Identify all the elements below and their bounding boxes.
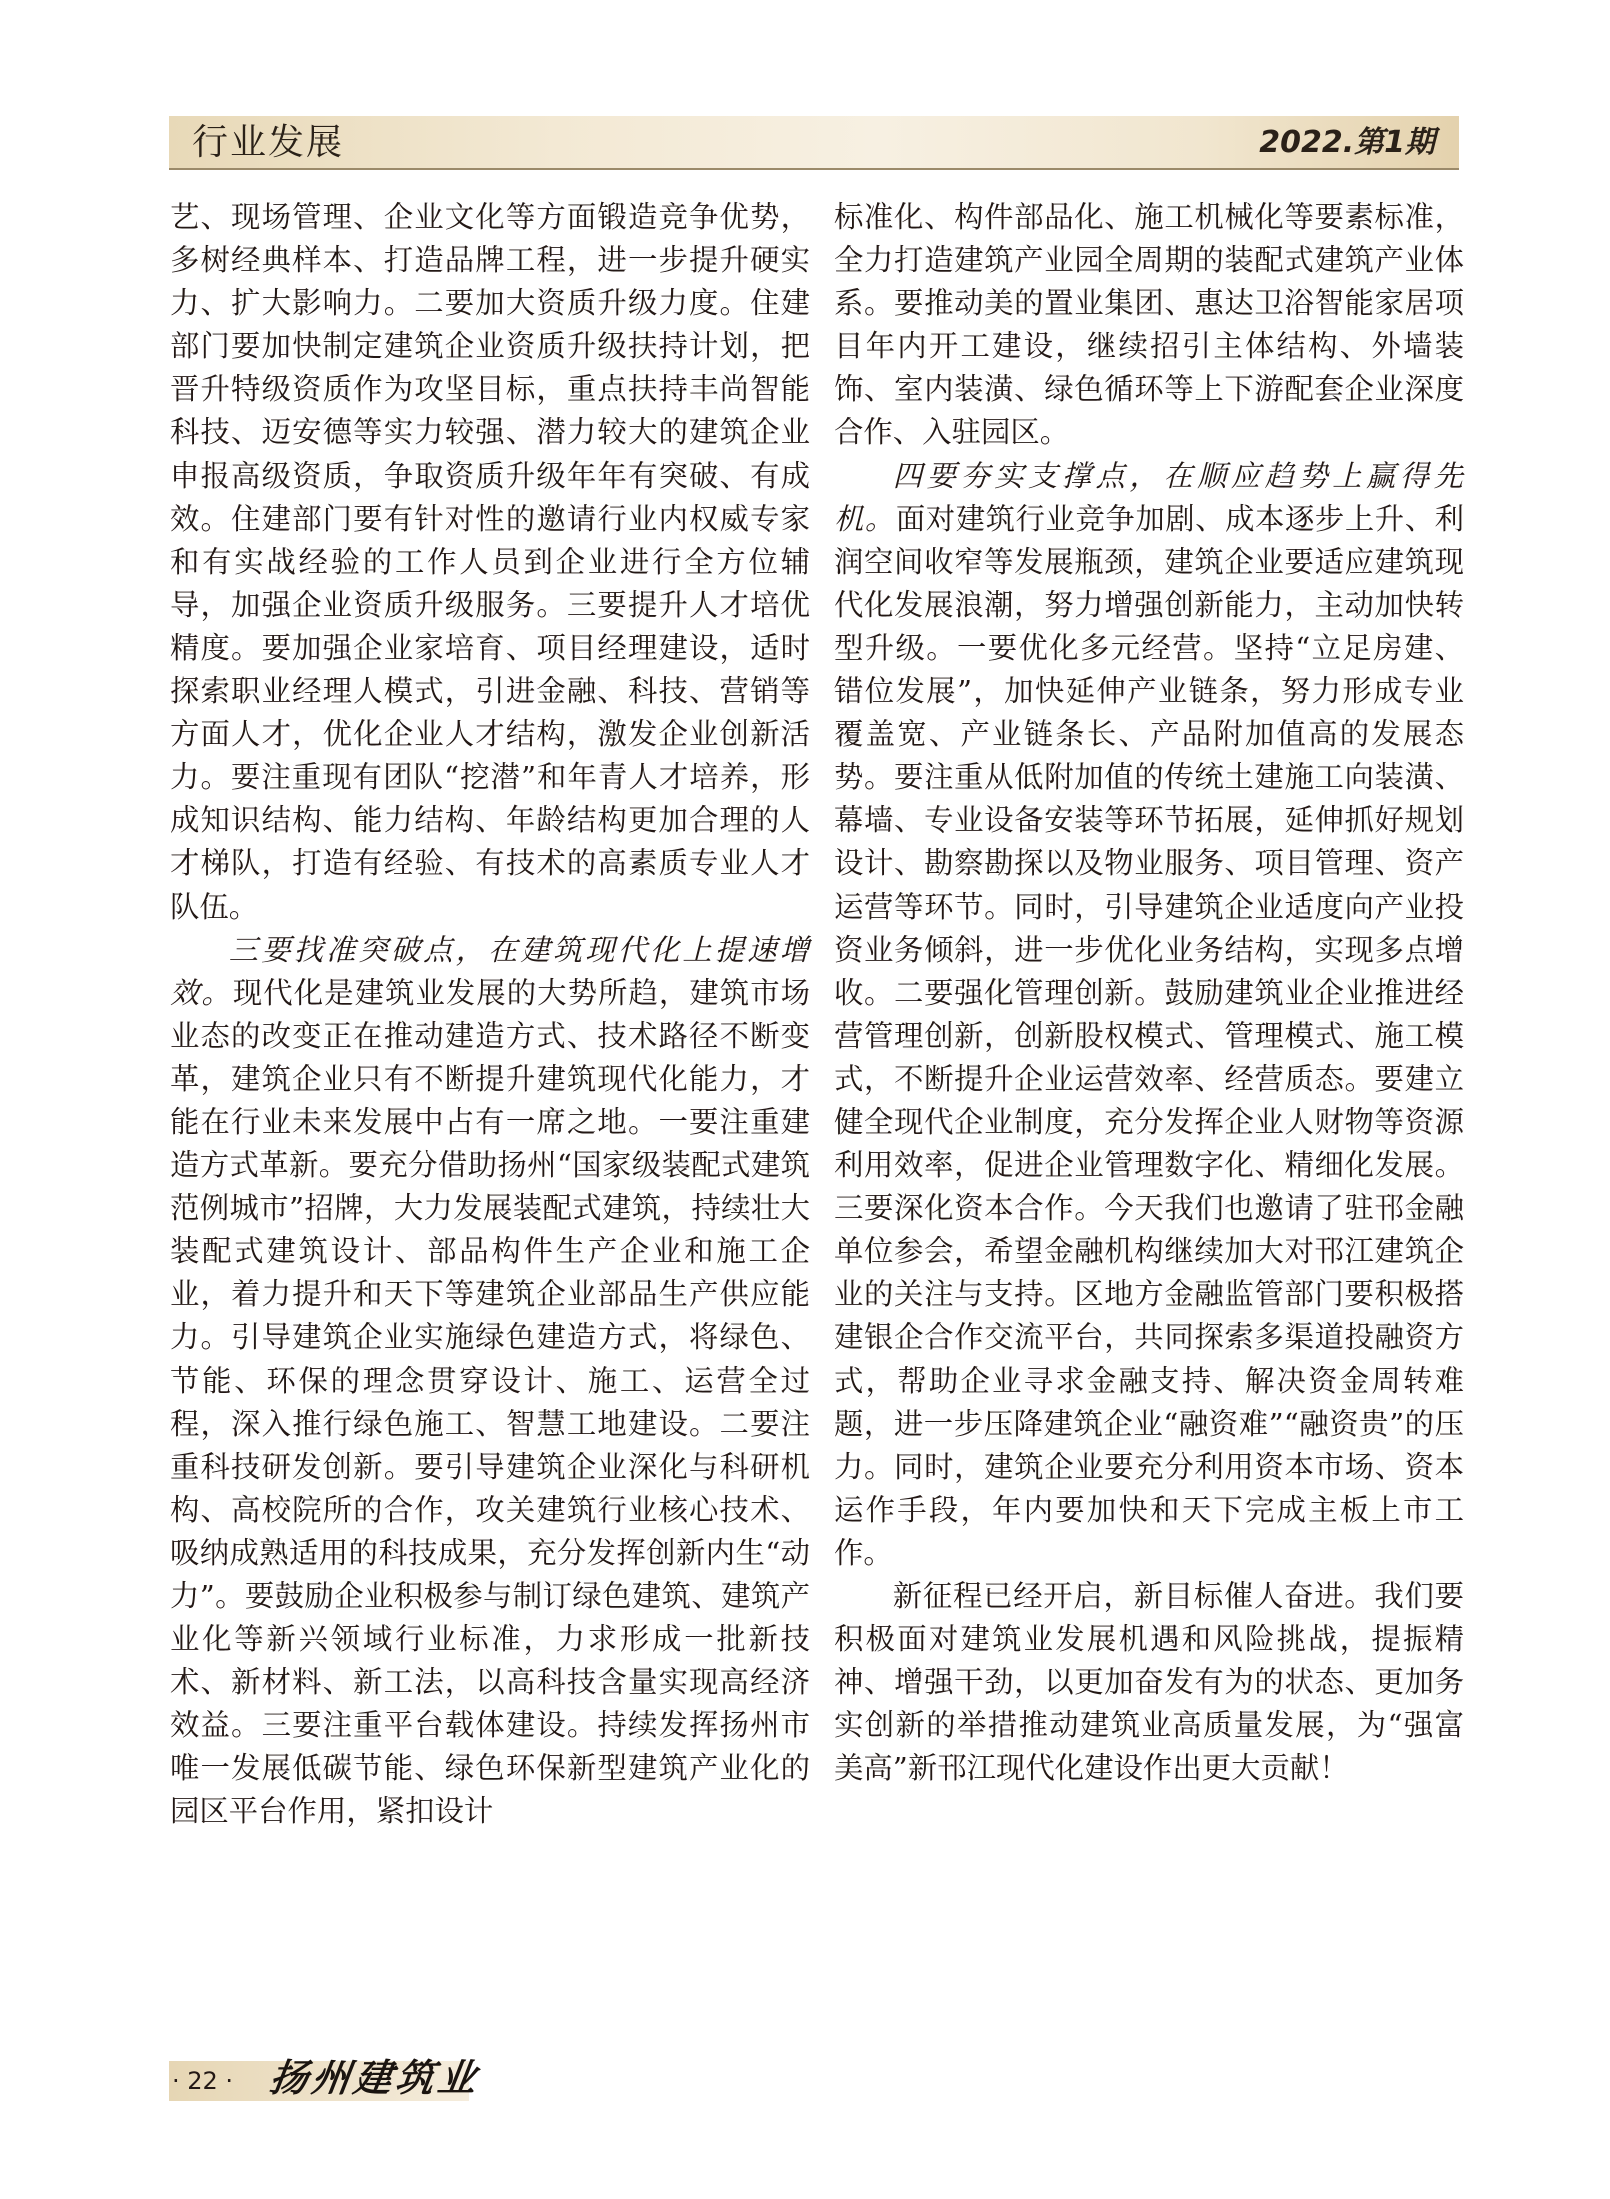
paragraph-body: 现代化是建筑业发展的大势所趋，建筑市场业态的改变正在推动建造方式、技术路径不断变革，建筑企业只有不断提升建筑现代化能力，才能在行业未来发展中占有一席之地。一要注重建造方式革新。要充分借助扬州“国家级装配式建筑范例城市”招牌，大力发展装配式建筑，持续壮大装配式建筑设计、部品构件生产企业和施工企业，着力提升和天下等建筑企业部品生产供应能力。引导建筑企业实施绿色建造方式，将绿色、节能、环保的理念贯穿设计、施工、运营全过程，深入推行绿色施工、智慧工地建设。二要注重科技研发创新。要引导建筑企业深化与科研机构、高校院所的合作，攻关建筑行业核心技术、吸纳成熟适用的科技成果，充分发挥创新内生“动力”。要鼓励企业积极参与制订绿色建筑、建筑产业化等新兴领域行业标准，力求形成一批新技术、新材料、新工法，以高科技含量实现高经济效益。三要注重平台载体建设。持续发挥扬州市唯一发展低碳节能、绿色环保新型建筑产业化的园区平台作用，紧扣设计 — [170, 975, 811, 1829]
paragraph: 标准化、构件部品化、施工机械化等要素标准，全力打造建筑产业园全周期的装配式建筑产业体系。要推动美的置业集团、惠达卫浴智能家居项目年内开工建设，继续招引主体结构、外墙装饰、室内装潢、绿色循环等上下游配套企业深度合作、入驻园区。 — [834, 200, 1464, 450]
paragraph — [834, 455, 1464, 1575]
paragraph — [170, 929, 810, 1834]
section-title: 行业发展 — [192, 122, 345, 163]
paragraph-heading: 三要找准突破点，在建筑现代化上提速增效。 — [170, 932, 810, 1010]
page-number: · 22 · — [172, 2067, 234, 2095]
paragraph-body: 面对建筑行业竞争加剧、成本逐步上升、利润空间收窄等发展瓶颈，建筑企业要适应建筑现代化发展浪潮，努力增强创新能力，主动加快转型升级。一要优化多元经营。坚持“立足房建、错位发展”，加快延伸产业链条，努力形成专业覆盖宽、产业链条长、产品附加值高的发展态势。要注重从低附加值的传统土建施工向装潢、幕墙、专业设备安装等环节拓展，延伸抓好规划设计、勘察勘探以及物业服务、项目管理、资产运营等环节。同时，引导建筑企业适度向产业投资业务倾斜，进一步优化业务结构，实现多点增收。二要强化管理创新。鼓励建筑业企业推进经营管理创新，创新股权模式、管理模式、施工模式，不断提升企业运营效率、经营质态。要建立健全现代企业制度，充分发挥企业人财物等资源利用效率，促进企业管理数字化、精细化发展。三要深化资本合作。今天我们也邀请了驻邗金融单位参会，希望金融机构继续加大对邗江建筑企业的关注与支持。区地方金融监管部门要积极搭建银企合作交流平台，共同探索多渠道投融资方式，帮助企业寻求金融支持、解决资金周转难题，进一步压降建筑企业“融资难”“融资贵”的压力。同时，建筑企业要充分利用资本市场、资本运作手段，年内要加快和天下完成主板上市工作。 — [834, 501, 1465, 1570]
right-column — [834, 196, 1464, 1790]
issue-label: 2022.第1期 — [1259, 125, 1435, 160]
paragraph: 新征程已经开启，新目标催人奋进。我们要积极面对建筑业发展机遇和风险挑战，提振精神、增强干劲，以更加奋发有为的状态、更加务实创新的举措推动建筑业高质量发展，为“强富美高”新邗江现代化建设作出更大贡献！ — [834, 1579, 1464, 1786]
magazine-logo: 扬州建筑业 — [266, 2055, 484, 2100]
paragraph: 艺、现场管理、企业文化等方面锻造竞争优势，多树经典样本、打造品牌工程，进一步提升硬实力、扩大影响力。二要加大资质升级力度。住建部门要加快制定建筑企业资质升级扶持计划，把晋升特级资质作为攻坚目标，重点扶持丰尚智能科技、迈安德等实力较强、潜力较大的建筑企业申报高级资质，争取资质升级年年有突破、有成效。住建部门要有针对性的邀请行业内权威专家和有实战经验的工作人员到企业进行全方位辅导，加强企业资质升级服务。三要提升人才培优精度。要加强企业家培育、项目经理建设，适时探索职业经理人模式，引进金融、科技、营销等方面人才，优化企业人才结构，激发企业创新活力。要注重现有团队“挖潜”和年青人才培养，形成知识结构、能力结构、年龄结构更加合理的人才梯队，打造有经验、有技术的高素质专业人才队伍。 — [170, 200, 810, 924]
paragraph-heading: 四要夯实支撑点，在顺应趋势上赢得先机。 — [834, 458, 1464, 536]
left-column — [170, 196, 810, 1834]
